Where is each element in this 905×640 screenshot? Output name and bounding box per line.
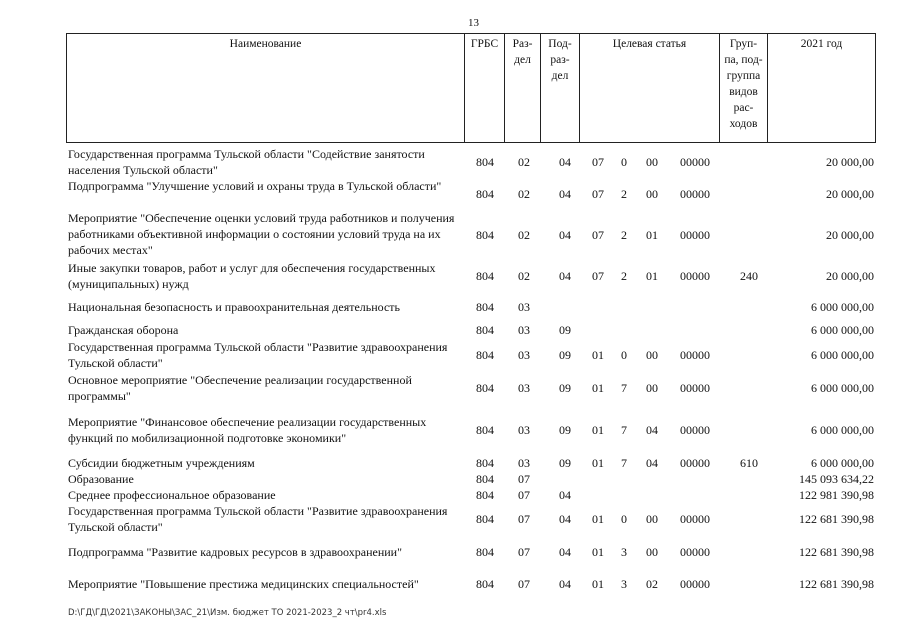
row-name: Мероприятие "Финансовое обеспечение реализации государственных функций по мобилизационной подготовке экономики" bbox=[68, 415, 427, 445]
row-target-3: 00 bbox=[646, 155, 658, 169]
row-name: Государственная программа Тульской области "Содействие занятости населения Тульской области" bbox=[68, 147, 425, 177]
row-razdel: 02 bbox=[518, 228, 530, 242]
row-target-1: 01 bbox=[592, 456, 604, 470]
row-target-2: 7 bbox=[621, 423, 627, 437]
row-name: Национальная безопасность и правоохранительная деятельность bbox=[68, 300, 401, 314]
row-target-3: 01 bbox=[646, 228, 658, 242]
row-grbs: 804 bbox=[476, 577, 494, 591]
row-target-3: 02 bbox=[646, 577, 658, 591]
row-target-3: 00 bbox=[646, 187, 658, 201]
row-podrazdel: 09 bbox=[559, 456, 571, 470]
row-grbs: 804 bbox=[476, 269, 494, 283]
row-target-4: 00000 bbox=[680, 456, 710, 470]
row-grbs: 804 bbox=[476, 512, 494, 526]
row-amount: 6 000 000,00 bbox=[811, 456, 874, 470]
page-number: 13 bbox=[468, 17, 479, 29]
row-target-3: 00 bbox=[646, 348, 658, 362]
row-amount: 122 681 390,98 bbox=[799, 512, 874, 526]
row-target-2: 7 bbox=[621, 381, 627, 395]
row-target-3: 01 bbox=[646, 269, 658, 283]
file-path-footer: D:\ГД\ГД\2021\ЗАКОНЫ\ЗАС_21\Изм. бюджет ТО 2021-2023_2 чт\pr4.xls bbox=[68, 608, 387, 618]
row-target-3: 04 bbox=[646, 423, 658, 437]
row-target-1: 07 bbox=[592, 269, 604, 283]
row-target-4: 00000 bbox=[680, 155, 710, 169]
row-amount: 6 000 000,00 bbox=[811, 348, 874, 362]
row-amount: 20 000,00 bbox=[826, 155, 874, 169]
row-amount: 122 681 390,98 bbox=[799, 577, 874, 591]
row-target-2: 3 bbox=[621, 545, 627, 559]
row-name: Среднее профессиональное образование bbox=[68, 488, 276, 502]
row-grbs: 804 bbox=[476, 423, 494, 437]
row-target-2: 0 bbox=[621, 155, 627, 169]
row-amount: 20 000,00 bbox=[826, 187, 874, 201]
header-year: 2021 год bbox=[800, 38, 843, 50]
row-podrazdel: 04 bbox=[559, 228, 571, 242]
row-amount: 6 000 000,00 bbox=[811, 381, 874, 395]
row-target-1: 07 bbox=[592, 228, 604, 242]
row-target-1: 01 bbox=[592, 423, 604, 437]
row-podrazdel: 04 bbox=[559, 545, 571, 559]
row-razdel: 03 bbox=[518, 323, 530, 337]
row-name: Государственная программа Тульской области "Развитие здравоохранения Тульской области" bbox=[68, 504, 448, 534]
row-target-4: 00000 bbox=[680, 228, 710, 242]
row-grbs: 804 bbox=[476, 155, 494, 169]
row-razdel: 07 bbox=[518, 512, 530, 526]
row-target-1: 01 bbox=[592, 348, 604, 362]
table-header bbox=[66, 33, 876, 143]
row-target-1: 07 bbox=[592, 155, 604, 169]
row-razdel: 07 bbox=[518, 488, 530, 502]
row-target-1: 01 bbox=[592, 545, 604, 559]
row-target-2: 2 bbox=[621, 187, 627, 201]
header-target: Целевая статья bbox=[580, 34, 720, 142]
row-target-3: 00 bbox=[646, 545, 658, 559]
row-amount: 20 000,00 bbox=[826, 269, 874, 283]
row-target-4: 00000 bbox=[680, 512, 710, 526]
row-target-3: 04 bbox=[646, 456, 658, 470]
header-group: Груп- па, под- группа видов рас- ходов bbox=[720, 34, 768, 142]
row-razdel: 02 bbox=[518, 187, 530, 201]
row-razdel: 03 bbox=[518, 381, 530, 395]
row-target-3: 00 bbox=[646, 381, 658, 395]
row-amount: 145 093 634,22 bbox=[799, 472, 874, 486]
row-podrazdel: 09 bbox=[559, 381, 571, 395]
row-target-1: 01 bbox=[592, 381, 604, 395]
row-target-2: 3 bbox=[621, 577, 627, 591]
row-amount: 122 681 390,98 bbox=[799, 545, 874, 559]
row-grbs: 804 bbox=[476, 348, 494, 362]
row-amount: 6 000 000,00 bbox=[811, 323, 874, 337]
row-group: 240 bbox=[740, 269, 758, 283]
row-grbs: 804 bbox=[476, 187, 494, 201]
row-name: Основное мероприятие "Обеспечение реализации государственной программы" bbox=[68, 373, 412, 403]
row-name: Подпрограмма "Развитие кадровых ресурсов в здравоохранении" bbox=[68, 545, 402, 559]
row-amount: 122 981 390,98 bbox=[799, 488, 874, 502]
header-podrazdel: Под- раз- дел bbox=[541, 34, 580, 142]
row-name: Гражданская оборона bbox=[68, 323, 179, 337]
row-target-2: 0 bbox=[621, 512, 627, 526]
row-target-3: 00 bbox=[646, 512, 658, 526]
row-target-4: 00000 bbox=[680, 187, 710, 201]
row-razdel: 02 bbox=[518, 269, 530, 283]
row-grbs: 804 bbox=[476, 228, 494, 242]
row-podrazdel: 09 bbox=[559, 348, 571, 362]
row-podrazdel: 04 bbox=[559, 187, 571, 201]
row-grbs: 804 bbox=[476, 456, 494, 470]
row-name: Иные закупки товаров, работ и услуг для обеспечения государственных (муниципальных) нужд bbox=[68, 261, 436, 291]
row-name: Мероприятие "Обеспечение оценки условий труда работников и получения работниками объективной информации о состоянии условий труда на их рабочих местах" bbox=[68, 211, 455, 257]
header-razdel: Раз- дел bbox=[505, 34, 541, 142]
row-grbs: 804 bbox=[476, 300, 494, 314]
row-amount: 6 000 000,00 bbox=[811, 300, 874, 314]
row-podrazdel: 04 bbox=[559, 269, 571, 283]
row-target-2: 2 bbox=[621, 228, 627, 242]
row-target-2: 2 bbox=[621, 269, 627, 283]
row-name: Образование bbox=[68, 472, 134, 486]
row-grbs: 804 bbox=[476, 472, 494, 486]
row-target-1: 07 bbox=[592, 187, 604, 201]
row-podrazdel: 04 bbox=[559, 577, 571, 591]
row-name: Мероприятие "Повышение престижа медицинских специальностей" bbox=[68, 577, 419, 591]
row-podrazdel: 09 bbox=[559, 423, 571, 437]
row-target-2: 0 bbox=[621, 348, 627, 362]
row-podrazdel: 09 bbox=[559, 323, 571, 337]
row-razdel: 03 bbox=[518, 300, 530, 314]
row-name: Государственная программа Тульской области "Развитие здравоохранения Тульской области" bbox=[68, 340, 448, 370]
row-target-4: 00000 bbox=[680, 269, 710, 283]
header-grbs: ГРБС bbox=[465, 34, 505, 142]
row-razdel: 07 bbox=[518, 545, 530, 559]
row-target-4: 00000 bbox=[680, 381, 710, 395]
row-target-1: 01 bbox=[592, 577, 604, 591]
row-target-4: 00000 bbox=[680, 348, 710, 362]
row-grbs: 804 bbox=[476, 545, 494, 559]
row-razdel: 03 bbox=[518, 423, 530, 437]
row-grbs: 804 bbox=[476, 381, 494, 395]
row-razdel: 07 bbox=[518, 472, 530, 486]
row-amount: 20 000,00 bbox=[826, 228, 874, 242]
row-grbs: 804 bbox=[476, 488, 494, 502]
row-razdel: 07 bbox=[518, 577, 530, 591]
row-target-1: 01 bbox=[592, 512, 604, 526]
row-grbs: 804 bbox=[476, 323, 494, 337]
row-podrazdel: 04 bbox=[559, 512, 571, 526]
row-target-4: 00000 bbox=[680, 423, 710, 437]
row-podrazdel: 04 bbox=[559, 488, 571, 502]
row-amount: 6 000 000,00 bbox=[811, 423, 874, 437]
row-target-4: 00000 bbox=[680, 577, 710, 591]
row-razdel: 03 bbox=[518, 348, 530, 362]
row-target-2: 7 bbox=[621, 456, 627, 470]
row-podrazdel: 04 bbox=[559, 155, 571, 169]
row-razdel: 03 bbox=[518, 456, 530, 470]
header-name: Наименование bbox=[67, 34, 465, 142]
row-group: 610 bbox=[740, 456, 758, 470]
row-razdel: 02 bbox=[518, 155, 530, 169]
row-name: Субсидии бюджетным учреждениям bbox=[68, 456, 255, 470]
row-name: Подпрограмма "Улучшение условий и охраны труда в Тульской области" bbox=[68, 179, 442, 193]
row-target-4: 00000 bbox=[680, 545, 710, 559]
